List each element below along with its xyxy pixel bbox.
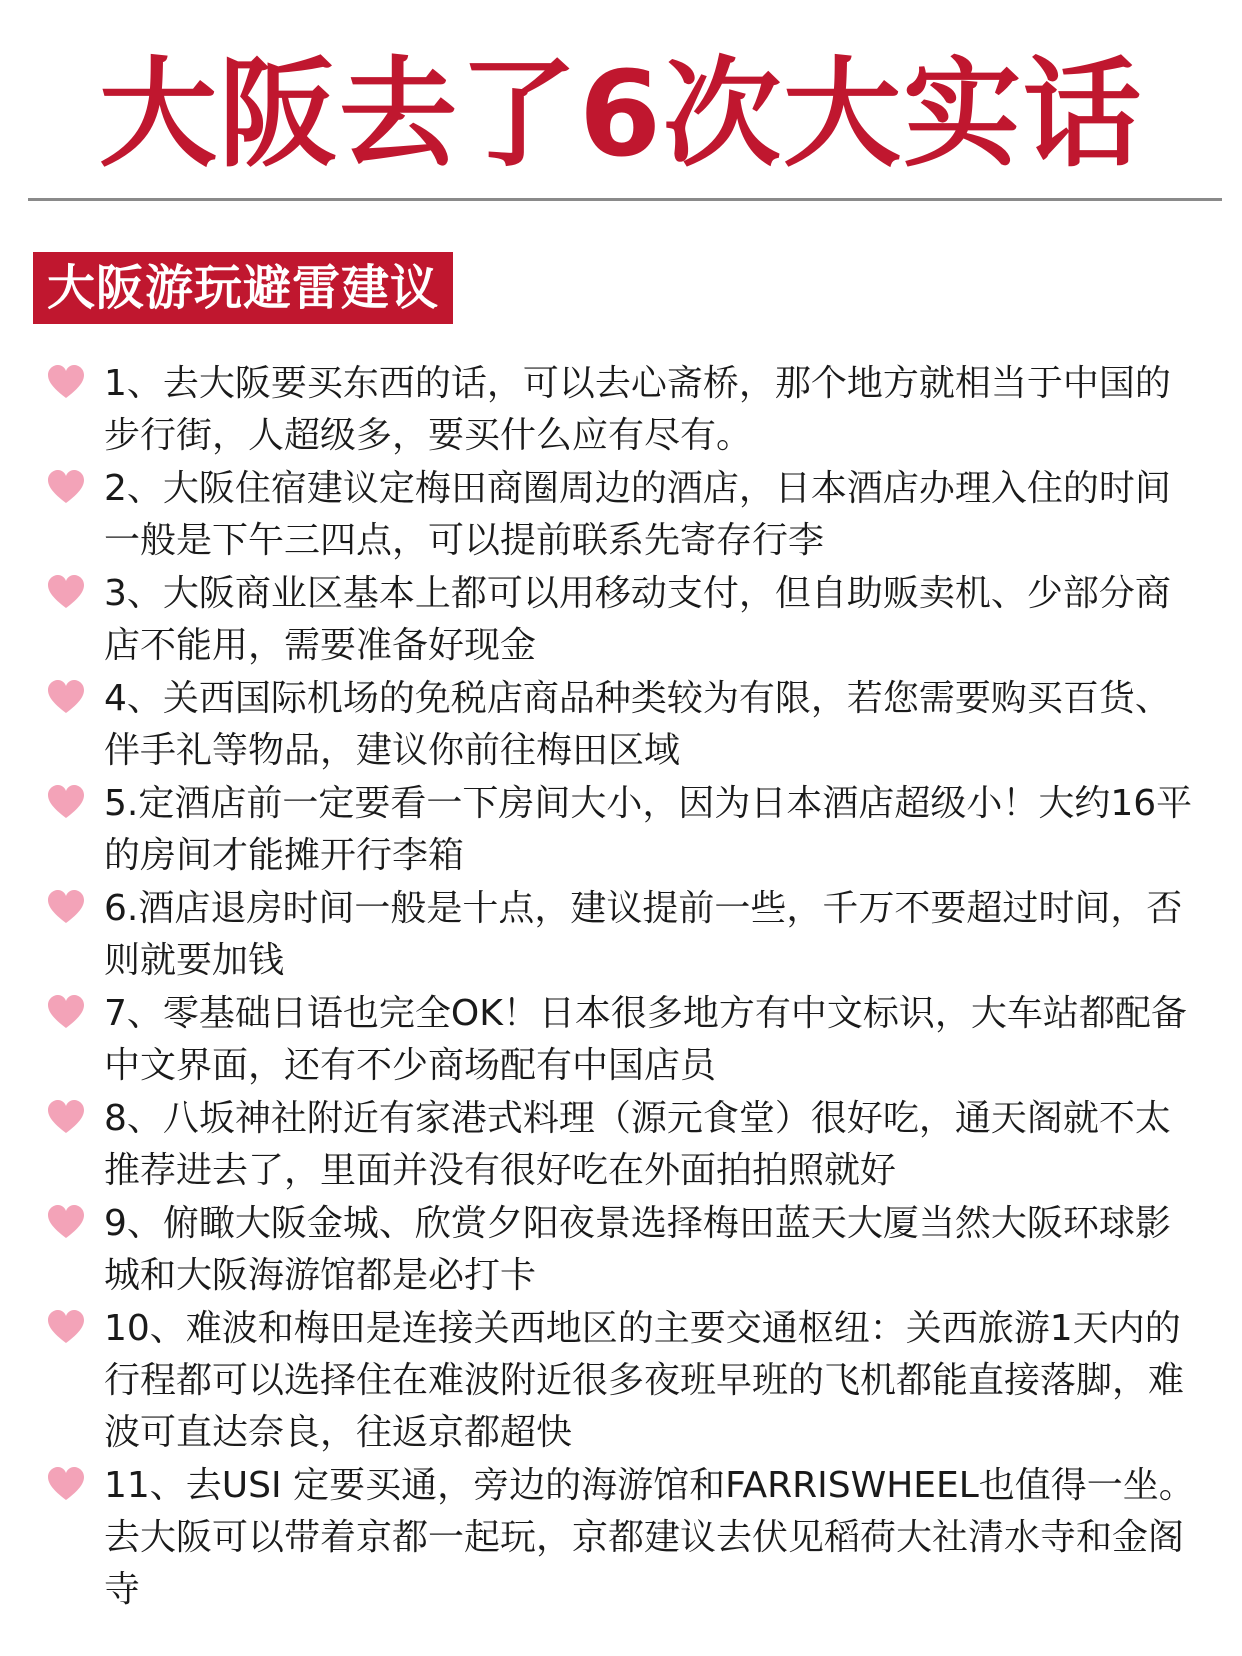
tip-text: 1、去大阪要买东西的话，可以去心斋桥，那个地方就相当于中国的步行街，人超级多，要买什么应有尽有。	[104, 363, 1171, 456]
heart-icon	[46, 1098, 86, 1138]
tip-text: 6.酒店退房时间一般是十点，建议提前一些，千万不要超过时间，否则就要加钱	[104, 888, 1183, 981]
list-item	[46, 358, 1196, 462]
tip-text: 7、零基础日语也完全OK！日本很多地方有中文标识，大车站都配备中文界面，还有不少商场配有中国店员	[104, 993, 1187, 1086]
heart-icon	[46, 783, 86, 823]
section-tag: 大阪游玩避雷建议	[33, 252, 453, 324]
title-divider	[28, 198, 1222, 201]
tips-list	[46, 358, 1196, 1617]
heart-icon	[46, 1203, 86, 1243]
page-title: 大阪去了6次大实话	[98, 45, 1144, 183]
tip-text: 4、关西国际机场的免税店商品种类较为有限，若您需要购买百货、伴手礼等物品，建议你前往梅田区域	[104, 678, 1171, 771]
tip-text: 2、大阪住宿建议定梅田商圈周边的酒店，日本酒店办理入住的时间一般是下午三四点，可以提前联系先寄存行李	[104, 468, 1171, 561]
tip-text: 5.定酒店前一定要看一下房间大小，因为日本酒店超级小！大约16平的房间才能摊开行李箱	[104, 783, 1193, 876]
tip-text: 9、俯瞰大阪金城、欣赏夕阳夜景选择梅田蓝天大厦当然大阪环球影城和大阪海游馆都是必打卡	[104, 1203, 1171, 1296]
list-item	[46, 673, 1196, 777]
heart-icon	[46, 468, 86, 508]
list-item	[46, 778, 1196, 882]
heart-icon	[46, 888, 86, 928]
heart-icon	[46, 363, 86, 403]
heart-icon	[46, 993, 86, 1033]
heart-icon	[46, 1308, 86, 1348]
tip-text: 10、难波和梅田是连接关西地区的主要交通枢纽：关西旅游1天内的行程都可以选择住在难波附近很多夜班早班的飞机都能直接落脚，难波可直达奈良，往返京都超快	[104, 1308, 1185, 1453]
list-item	[46, 988, 1196, 1092]
heart-icon	[46, 573, 86, 613]
list-item	[46, 1198, 1196, 1302]
list-item	[46, 1093, 1196, 1197]
tip-text: 3、大阪商业区基本上都可以用移动支付，但自助贩卖机、少部分商店不能用，需要准备好现金	[104, 573, 1171, 666]
tip-text: 11、去USI 定要买通，旁边的海游馆和FARRISWHEEL也值得一坐。去大阪可以带着京都一起玩，京都建议去伏见稻荷大社清水寺和金阁寺	[104, 1465, 1195, 1610]
list-item	[46, 883, 1196, 987]
heart-icon	[46, 678, 86, 718]
list-item	[46, 1460, 1196, 1616]
tip-text: 8、八坂神社附近有家港式料理（源元食堂）很好吃，通天阁就不太推荐进去了，里面并没有很好吃在外面拍拍照就好	[104, 1098, 1171, 1191]
list-item	[46, 1303, 1196, 1459]
list-item	[46, 463, 1196, 567]
list-item	[46, 568, 1196, 672]
heart-icon	[46, 1465, 86, 1505]
